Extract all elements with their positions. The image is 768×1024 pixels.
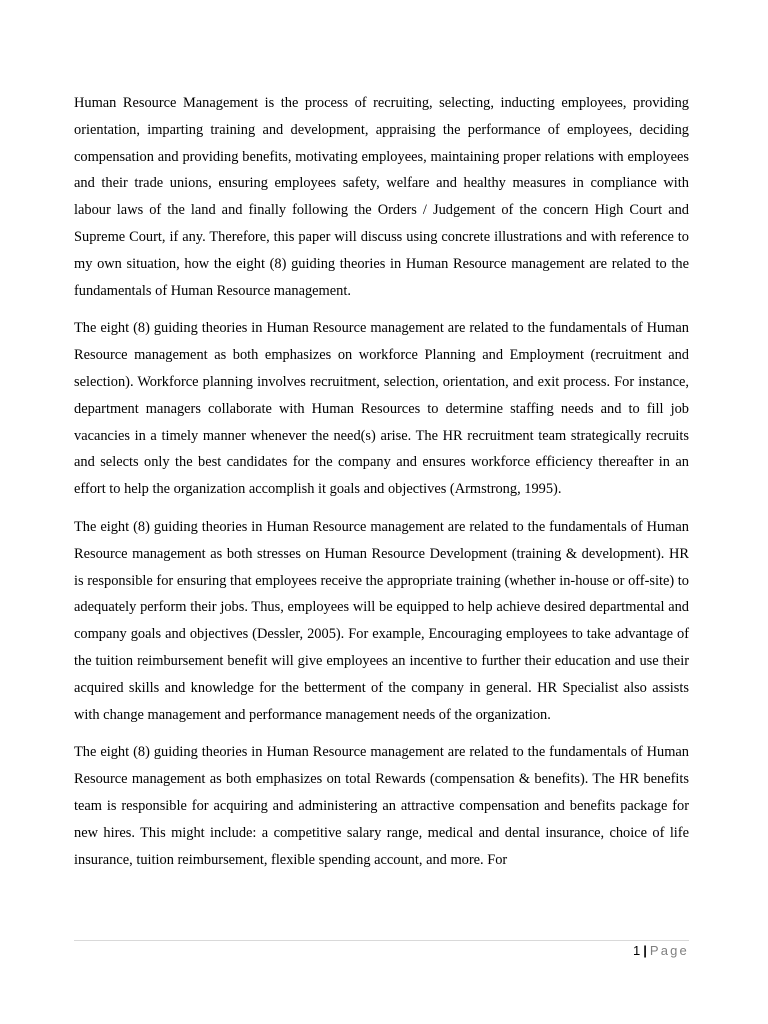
page-footer — [633, 942, 689, 960]
paragraph-hr-development: The eight (8) guiding theories in Human Resource management are related to the fundamentals of Human Resource management as both stresses on Human Resource Development (training & development). HR is responsible for ensuring that employees receive the appropriate training (whether in-house or off-site) to adequately perform their jobs. Thus, employees will be equipped to help achieve desired departmental and company goals and objectives (Dessler, 2005). For example, Encouraging employees to take advantage of the tuition reimbursement benefit will give employees an incentive to further their education and use their acquired skills and knowledge for the betterment of the company in general. HR Specialist also assists with change management and performance management needs of the organization. — [74, 518, 689, 723]
paragraph-workforce-planning: The eight (8) guiding theories in Human Resource management are related to the fundamentals of Human Resource management as both emphasizes on workforce Planning and Employment (recruitment and selection). Workforce planning involves recruitment, selection, orientation, and exit process. For instance, department managers collaborate with Human Resources to determine staffing needs and to fill job vacancies in a timely manner whenever the need(s) arise. The HR recruitment team strategically recruits and selects only the best candidates for the company and ensures workforce efficiency thereafter in an effort to help the organization accomplish it goals and objectives (Armstrong, 1995). — [74, 320, 689, 498]
document-body — [74, 90, 689, 884]
page-label: Page — [649, 943, 689, 958]
paragraph-total-rewards: The eight (8) guiding theories in Human Resource management are related to the fundamentals of Human Resource management as both emphasizes on total Rewards (compensation & benefits). The HR benefits team is responsible for acquiring and administering an attractive compensation and benefits package for new hires. This might include: a competitive salary range, medical and dental insurance, choice of life insurance, tuition reimbursement, flexible spending account, and more. For — [74, 744, 689, 868]
page-separator: | — [643, 943, 647, 958]
page-number: 1 — [632, 943, 641, 958]
paragraph-intro: Human Resource Management is the process of recruiting, selecting, inducting employees, providing orientation, imparting training and development, appraising the performance of employees, deciding compensation and providing benefits, motivating employees, maintaining proper relations with employees and their trade unions, ensuring employees safety, welfare and healthy measures in compliance with labour laws of the land and finally following the Orders / Judgement of the concern High Court and Supreme Court, if any. Therefore, this paper will discuss using concrete illustrations and with reference to my own situation, how the eight (8) guiding theories in Human Resource management are related to the fundamentals of Human Resource management. — [74, 95, 689, 299]
footer-divider — [74, 940, 689, 941]
